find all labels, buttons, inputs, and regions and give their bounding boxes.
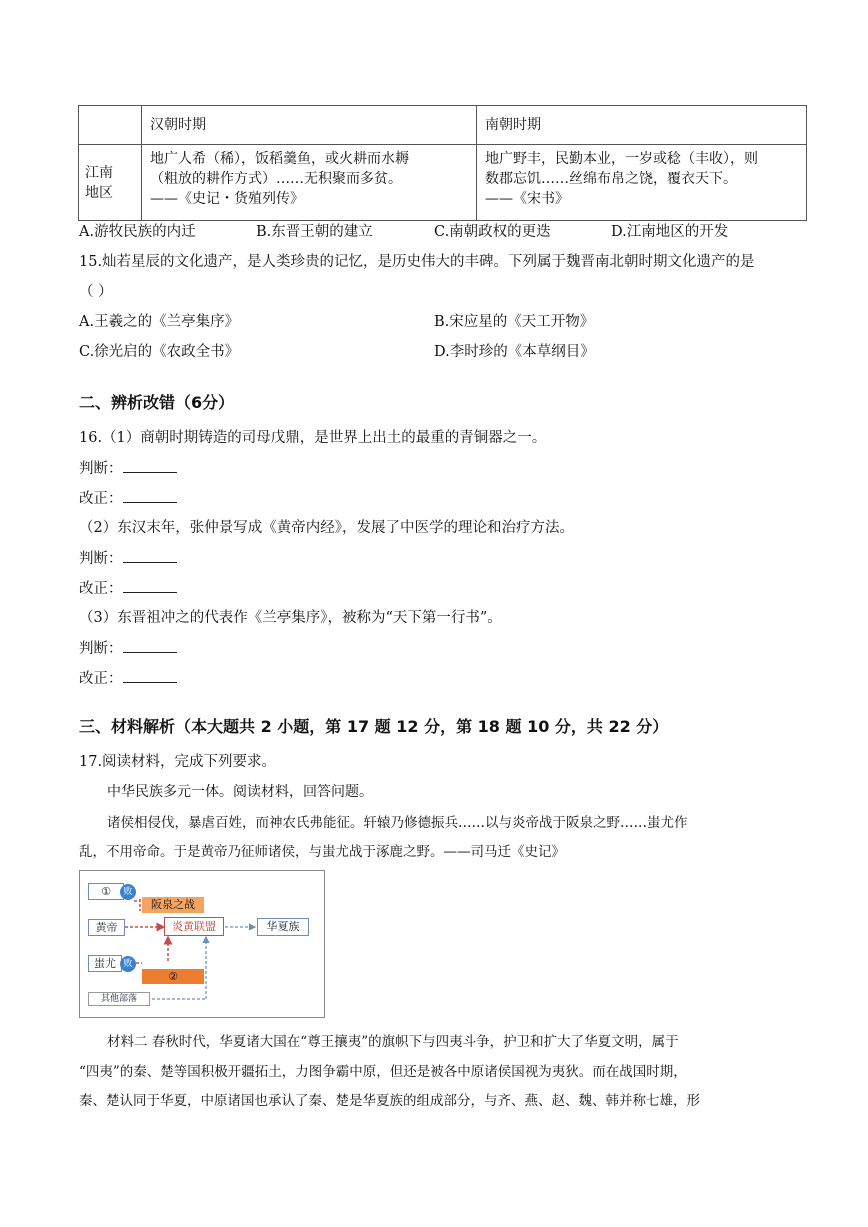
judge-label: 判断： [79,461,123,477]
q17-intro: 中华民族多元一体。阅读材料，回答问题。 [107,784,373,800]
answer-blank[interactable] [123,458,177,473]
judge-line [79,638,177,659]
material-2-line: “四夷”的秦、楚等国积极开疆拓土，力图争霸中原，但还是被各中原诸侯国视为夷狄。而在战国时期， [79,1064,687,1080]
answer-blank[interactable] [123,488,177,503]
q15-option-a: A.王羲之的《兰亭集序》 [79,314,240,330]
q14-option-b: B.东晋王朝的建立 [256,224,373,240]
table-header-south: 南朝时期 [477,106,807,145]
answer-blank[interactable] [123,668,177,683]
box-tribe-1: ① [88,883,124,900]
section-3-title: 三、材料解析（本大题共 2 小题，第 17 题 12 分，第 18 题 10 分，共 22 分） [79,717,669,736]
q15-option-b: B.宋应星的《天工开物》 [434,314,595,330]
q15-stem: 15.灿若星辰的文化遗产，是人类珍贵的记忆，是历史伟大的丰碑。下列属于魏晋南北朝时期文化遗产的是 [79,254,755,270]
comparison-table [78,105,807,221]
defeat-badge: 败 [120,956,136,972]
box-huaxia: 华夏族 [257,918,309,936]
judge-label: 判断： [79,641,123,657]
q15-paren: （ ） [79,284,113,300]
cell-source: ——《史记・货殖列传》 [150,191,304,207]
tribe-merger-diagram [79,870,325,1018]
box-other-tribes: 其他部落 [88,992,150,1006]
judge-line [79,548,177,569]
cell-line: 地广人希（稀），饭稻羹鱼，或火耕而水耨 [150,151,409,167]
table-header-row [79,106,807,145]
q16-statement-1: 16.（1）商朝时期铸造的司母戊鼎，是世界上出土的最重的青铜器之一。 [79,430,547,446]
cell-line: 地广野丰，民勤本业，一岁或稔（丰收），则 [485,151,758,167]
q14-option-d: D.江南地区的开发 [611,224,729,240]
answer-blank[interactable] [123,578,177,593]
answer-blank[interactable] [123,638,177,653]
q15-option-d: D.李时珍的《本草纲目》 [434,344,595,360]
row-label [79,145,142,221]
table-header-empty [79,106,142,145]
fix-line [79,668,177,689]
q17-stem: 17.阅读材料，完成下列要求。 [79,754,277,770]
judge-label: 判断： [79,551,123,567]
material-2-line: 秦、楚认同于华夏，中原诸国也承认了秦、楚是华夏族的组成部分，与齐、燕、赵、魏、韩并称七雄，形 [79,1093,700,1109]
section-2-title: 二、辨析改错（6分） [79,393,235,412]
table-header-han: 汉朝时期 [142,106,477,145]
table-row [79,145,807,221]
fix-label: 改正： [79,581,123,597]
material-1-line: 诸侯相侵伐，暴虐百姓，而神农氏弗能征。轩辕乃修德振兵……以与炎帝战于阪泉之野……蚩尤作 [107,815,688,831]
battle-blank: ② [142,969,204,984]
box-chiyou: 蚩尤 [88,955,122,972]
judge-line [79,458,177,479]
fix-label: 改正： [79,491,123,507]
south-cell [477,145,807,221]
cell-source: ——《宋书》 [485,191,569,207]
q16-statement-2: （2）东汉末年，张仲景写成《黄帝内经》，发展了中医学的理论和治疗方法。 [79,520,574,536]
battle-banquan: 阪泉之战 [142,897,204,913]
row-label-line: 江南 [85,164,113,181]
q14-option-c: C.南朝政权的更迭 [434,224,551,240]
han-cell [142,145,477,221]
q15-option-c: C.徐光启的《农政全书》 [79,344,240,360]
cell-line: （粗放的耕作方式）……无积聚而多贫。 [150,171,402,187]
material-2-line: 材料二 春秋时代，华夏诸大国在“尊王攘夷”的旗帜下与四夷斗争，护卫和扩大了华夏文明，属于 [107,1034,679,1050]
fix-label: 改正： [79,671,123,687]
box-alliance: 炎黄联盟 [164,917,224,936]
defeat-badge: 败 [120,884,136,900]
material-1-line: 乱，不用帝命。于是黄帝乃征师诸侯，与蚩尤战于涿鹿之野。——司马迁《史记》 [79,844,565,860]
fix-line [79,488,177,509]
q16-statement-3: （3）东晋祖冲之的代表作《兰亭集序》，被称为“天下第一行书”。 [79,610,502,626]
cell-line: 数郡忘饥……丝绵布帛之饶，覆衣天下。 [485,171,737,187]
q14-option-a: A.游牧民族的内迁 [79,224,196,240]
row-label-line: 地区 [85,184,113,201]
box-huangdi: 黄帝 [88,919,125,936]
fix-line [79,578,177,599]
answer-blank[interactable] [123,548,177,563]
